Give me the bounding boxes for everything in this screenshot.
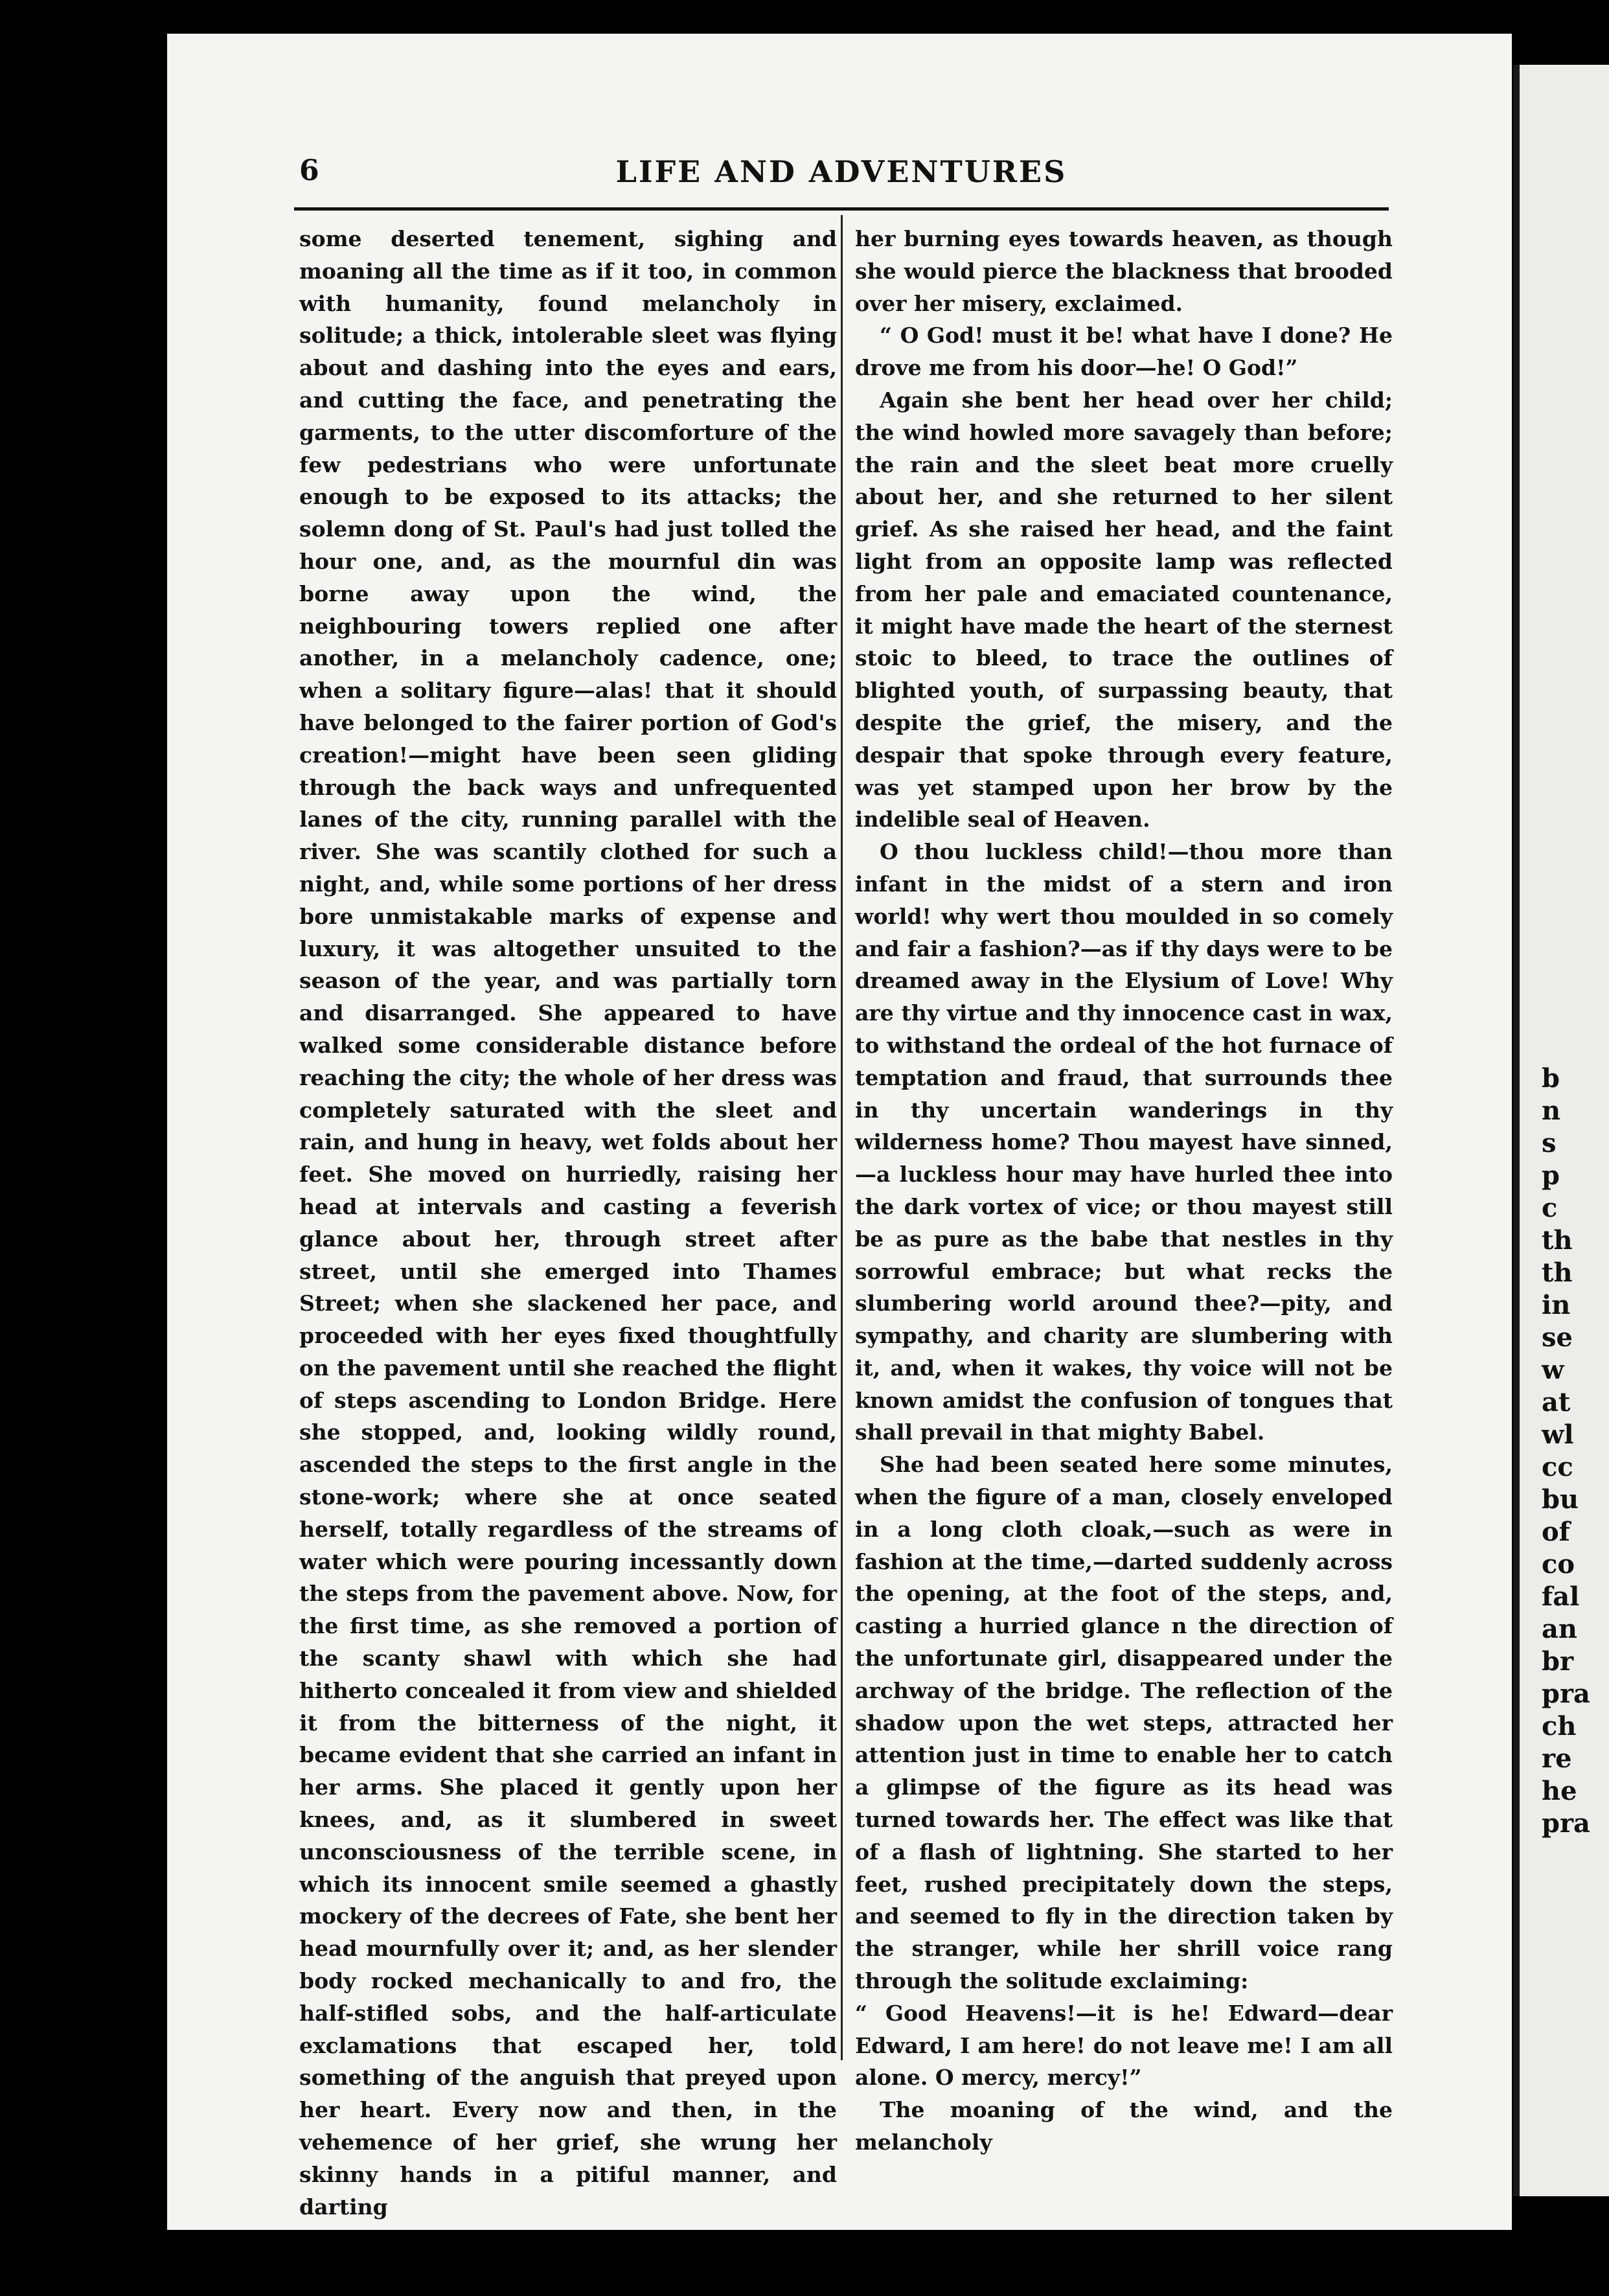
paragraph: The moaning of the wind, and the melancholy [855,2097,1393,2155]
running-header [294,144,1389,196]
page-gutter-shadow [1513,65,1520,2196]
adjacent-page-edge [1513,65,1609,2196]
paragraph: “ O God! must it be! what have I done? He drove me from his door—he! O God!” [855,323,1393,381]
paragraph: “ Good Heavens!—it is he! Edward—dear Edward, I am here! do not leave me! I am all alone. O mercy, mercy!” [855,2000,1393,2091]
left-column [299,223,837,2223]
column-divider [841,215,843,2060]
paragraph: She had been seated here some minutes, when the figure of a man, closely enveloped in a long cloth cloak,—such as were in fashion at the time,—darted suddenly across the opening, at the foot of the steps, and, casting a hurried glance n the direction of the unfortunate girl, disappeared under the archway of the bridge. The reflection of the shadow upon the wet steps, attracted her attention just in time to enable her to catch a glimpse of the figure as its head was turned towards her. The effect was like that of a flash of lightning. She started to her feet, rushed precipitately down the steps, and seemed to fly in the direction taken by the stranger, while her shrill voice rang through the solitude exclaiming: [855,1452,1393,1994]
paragraph: Again she bent her head over her child; the wind howled more savagely than before; the rain and the sleet beat more cruelly about her, and she returned to her silent grief. As she raised her head, and the faint light from an opposite lamp was reflected from her pale and emaciated countenance, it might have made the heart of the sternest stoic to bleed, to trace the outlines of blighted youth, of surpassing beauty, that despite the grief, the misery, and the despair that spoke through every feature, was yet stamped upon her brow by the indelible seal of Heaven. [855,387,1393,832]
header-rule [294,207,1389,211]
adjacent-page-text-fragments: b n s p c th th in se w at wl cc bu of co fal an br pra ch re he pra [1542,1063,1590,1839]
right-column [855,223,1393,2159]
paragraph: her burning eyes towards heaven, as though she would pierce the blackness that brooded over her misery, exclaimed. [855,226,1393,316]
running-title: LIFE AND ADVENTURES [615,154,1067,189]
page-number: 6 [299,154,319,187]
paragraph: some deserted tenement, sighing and moaning all the time as if it too, in common with humanity, found melancholy in solitude; a thick, intolerable sleet was flying about and dashing into the eyes and ears, and cutting the face, and penetrating the garments, to the utter discomforture of the few pedestrians who were unfortunate enough to be exposed to its attacks; the solemn dong of St. Paul's had just tolled the hour one, and, as the mournful din was borne away upon the wind, the neighbouring towers replied one after another, in a melancholy cadence, one; when a solitary figure—alas! that it should have belonged to the fairer portion of God's creation!—might have been seen gliding through the back ways and unfrequented lanes of the city, running parallel with the river. She was scantily clothed for such a night, and, while some portions of her dress bore unmistakable marks of expense and luxury, it was altogether unsuited to the season of the year, and was partially torn and disarranged. She appeared to have walked some considerable distance before reaching the city; the whole of her dress was completely saturated with the sleet and rain, and hung in heavy, wet folds about her feet. She moved on hurriedly, raising her head at intervals and casting a feverish glance about her, through street after street, until she emerged into Thames Street; when she slackened her pace, and proceeded with her eyes fixed thoughtfully on the pavement until she reached the flight of steps ascending to London Bridge. Here she stopped, and, looking wildly round, ascended the steps to the first angle in the stone-work; where she at once seated herself, totally regardless of the streams of water which were pouring incessantly down the steps from the pavement above. Now, for the first time, as she removed a portion of the scanty shawl with which she had hitherto concealed it from view and shielded it from the bitterness of the night, it became evident that she carried an infant in her arms. She placed it gently upon her knees, and, as it slumbered in sweet unconsciousness of the terrible scene, in which its innocent smile seemed a ghastly mockery of the decrees of Fate, she bent her head mournfully over it; and, as her slender body rocked mechanically to and fro, the half-stifled sobs, and the half-articulate exclamations that escaped her, told something of the anguish that preyed upon her heart. Every now and then, in the vehemence of her grief, she wrung her skinny hands in a pitiful manner, and darting [299,226,837,2220]
paragraph: O thou luckless child!—thou more than infant in the midst of a stern and iron world! why wert thou moulded in so comely and fair a fashion?—as if thy days were to be dreamed away in the Elysium of Love! Why are thy virtue and thy innocence cast in wax, to withstand the ordeal of the hot furnace of temptation and fraud, that surrounds thee in thy uncertain wanderings in thy wilderness home? Thou mayest have sinned,—a luckless hour may have hurled thee into the dark vortex of vice; or thou mayest still be as pure as the babe that nestles in thy sorrowful embrace; but what recks the slumbering world around thee?—pity, and sympathy, and charity are slumbering with it, and, when it wakes, thy voice will not be known amidst the confusion of tongues that shall prevail in that mighty Babel. [855,839,1393,1445]
